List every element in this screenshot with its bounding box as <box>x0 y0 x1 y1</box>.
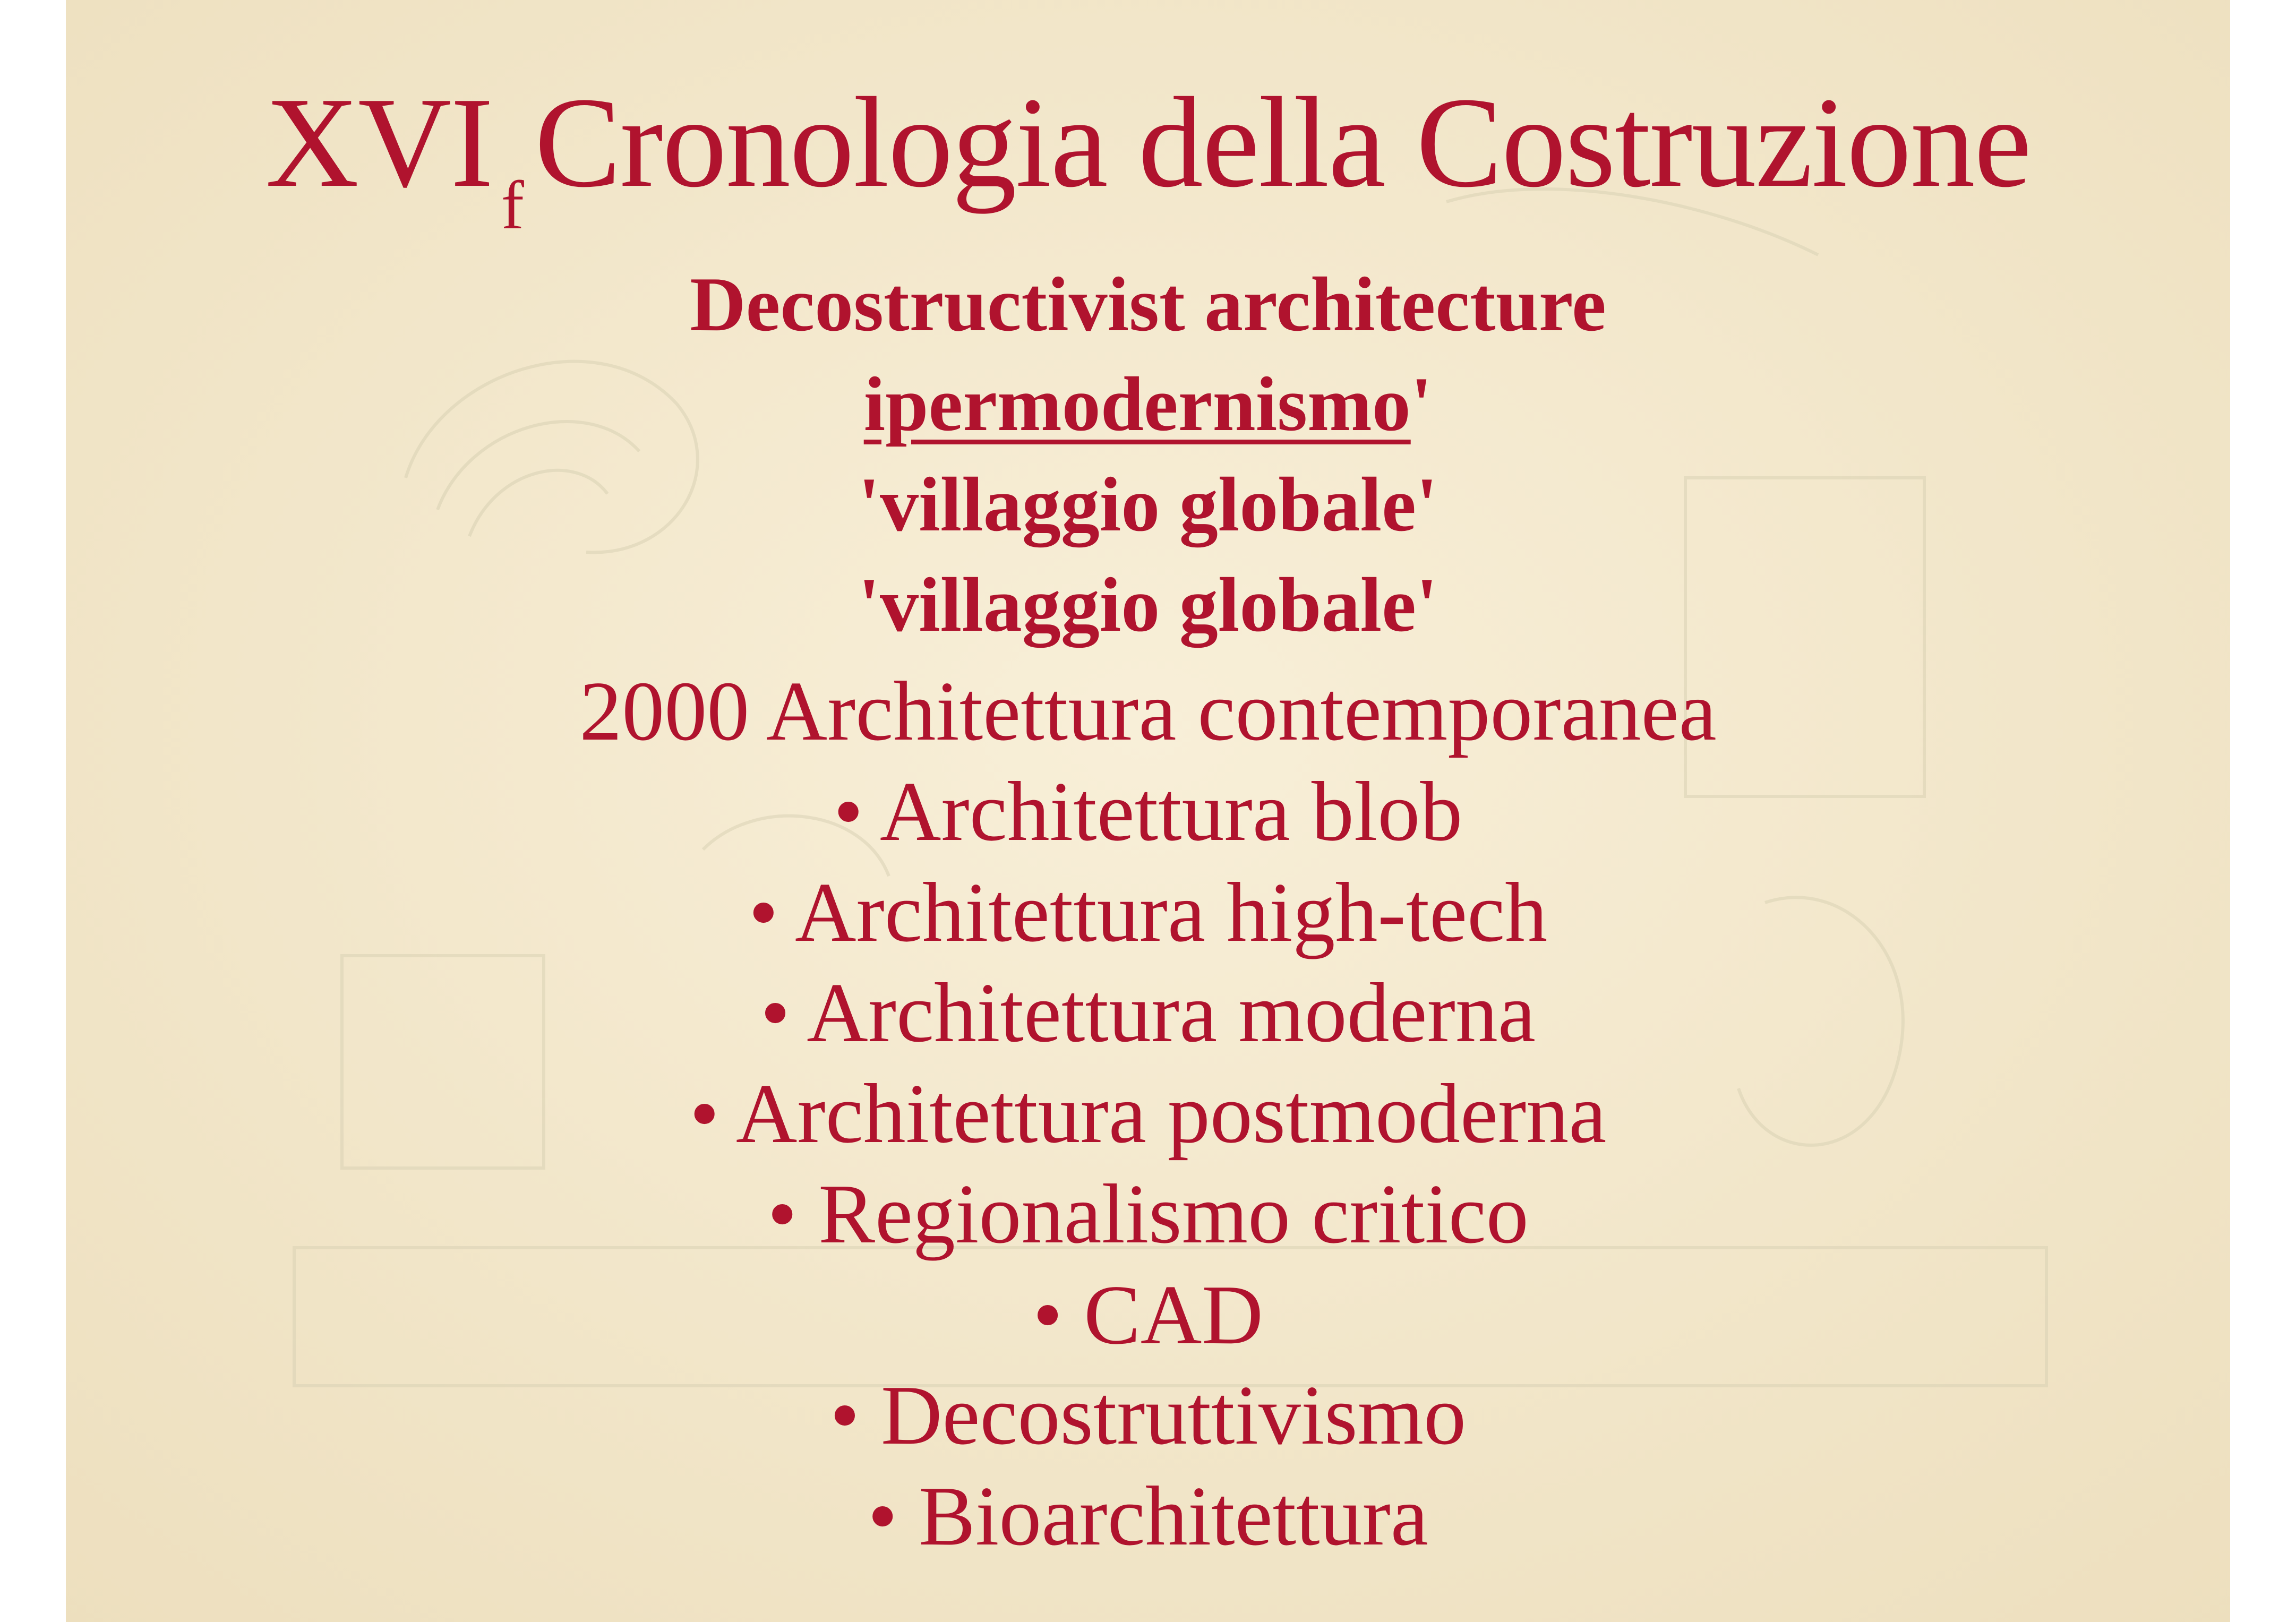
ipermodernismo-link-text: ipermodernismo <box>863 361 1411 447</box>
heading-line: Decostructivist architecture <box>690 261 1606 347</box>
global-village-line-2: 'villaggio globale' <box>858 562 1438 648</box>
bullet-item: • CAD <box>1033 1267 1263 1362</box>
title-suffix: Cronologia della Costruzione <box>534 71 2031 214</box>
bullet-item: • Architettura high-tech <box>748 865 1548 959</box>
title-subscript: f <box>501 167 523 244</box>
global-village-line-1: 'villaggio globale' <box>858 461 1438 547</box>
bullet-item: • Architettura blob <box>833 764 1463 859</box>
bullet-item: • Architettura postmoderna <box>689 1066 1607 1161</box>
ipermodernismo-apostrophe: ' <box>1410 361 1433 447</box>
bullet-item: • Regionalismo critico <box>767 1166 1529 1261</box>
bullet-item: • Bioarchitettura <box>868 1469 1428 1563</box>
bullet-item: • Decostruttivismo <box>829 1368 1467 1462</box>
title-prefix: XVI <box>265 71 493 214</box>
bullet-item: • Architettura moderna <box>760 965 1536 1060</box>
slide-content <box>66 0 2230 1622</box>
slide-title <box>66 63 2230 243</box>
ipermodernismo-line <box>66 354 2230 454</box>
contemporary-architecture-line: 2000 Architettura contemporanea <box>579 664 1717 758</box>
slide-page <box>66 0 2230 1622</box>
